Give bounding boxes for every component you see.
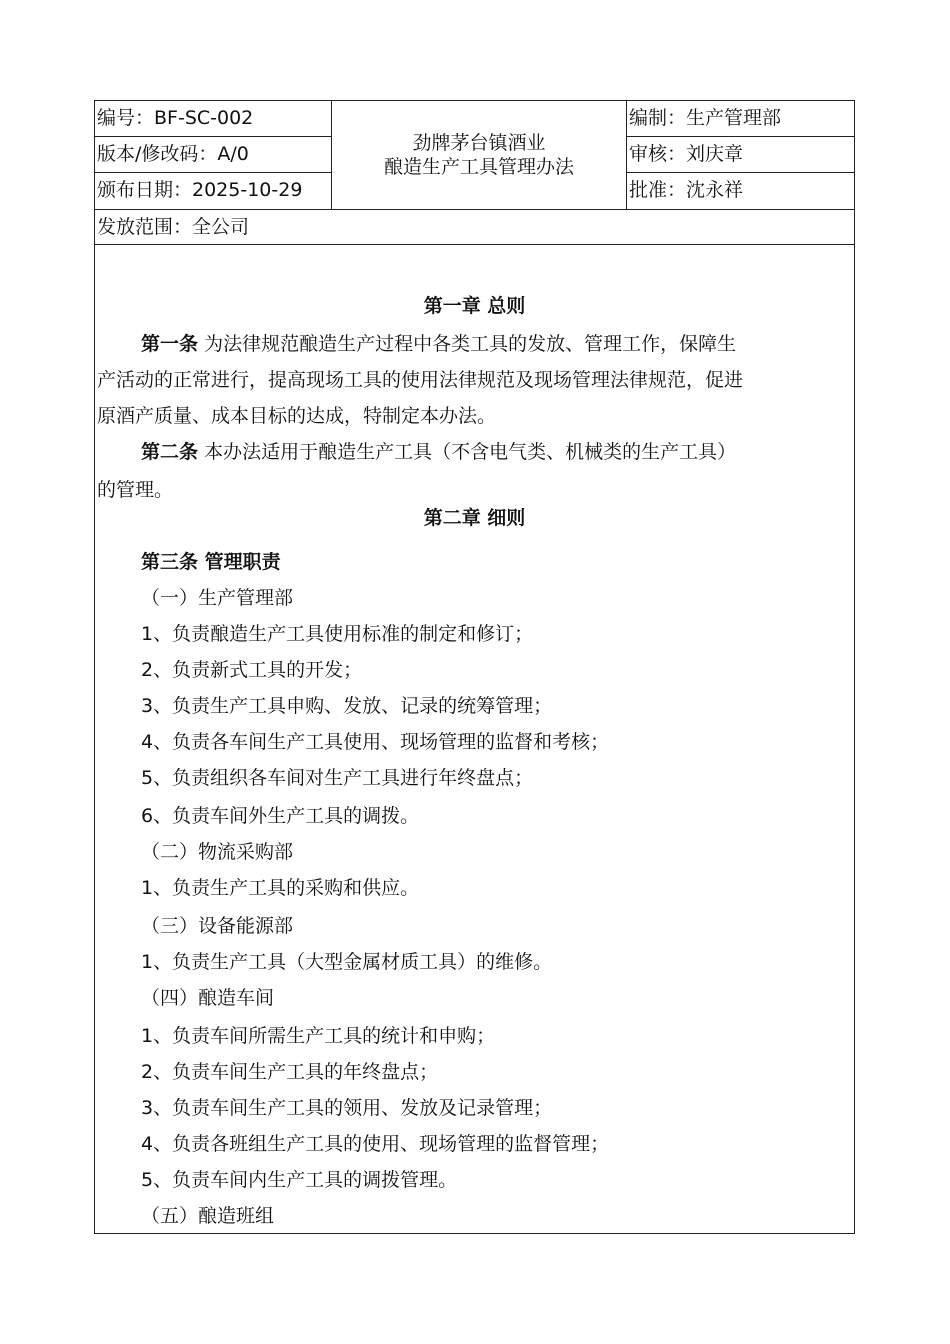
approved-by: 批准：沈永祥	[626, 173, 855, 210]
section-2-title: （二）物流采购部	[141, 841, 294, 863]
article-1-label: 第一条	[141, 333, 199, 355]
article-2-label: 第二条	[141, 441, 199, 463]
section-4-title: （四）酿造车间	[141, 987, 275, 1009]
company-name: 劲牌茅台镇酒业	[412, 132, 546, 154]
list-item: 5、负责组织各车间对生产工具进行年终盘点；	[141, 767, 534, 789]
article-1-text-1: 为法律规范酿造生产过程中各类工具的发放、管理工作，保障生	[204, 333, 737, 355]
list-item: 5、负责车间内生产工具的调拨管理。	[141, 1169, 458, 1191]
doc-number: 编号：BF-SC-002	[95, 101, 332, 137]
list-item: 1、负责酿造生产工具使用标准的制定和修订；	[141, 623, 534, 645]
version-code: 版本/修改码：A/0	[95, 137, 332, 173]
document-header-table	[95, 101, 854, 245]
article-2-text-1: 本办法适用于酿造生产工具（不含电气类、机械类的生产工具）	[204, 441, 737, 463]
article-3-title: 第三条 管理职责	[141, 551, 281, 573]
list-item: 6、负责车间外生产工具的调拨。	[141, 805, 420, 827]
article-1-line-2: 产活动的正常进行，提高现场工具的使用法律规范及现场管理法律规范，促进	[97, 369, 744, 391]
section-3-title: （三）设备能源部	[141, 915, 294, 937]
document-title-cell	[332, 101, 626, 210]
section-5-title: （五）酿造班组	[141, 1205, 275, 1227]
chapter-1-title: 第一章 总则	[423, 295, 526, 317]
issue-date: 颁布日期：2025-10-29	[95, 173, 332, 210]
chapter-2-title: 第二章 细则	[423, 507, 526, 529]
article-1-line-1	[141, 329, 736, 356]
list-item: 3、负责车间生产工具的领用、发放及记录管理；	[141, 1097, 553, 1119]
distribution-scope: 发放范围：全公司	[97, 216, 250, 238]
article-1-line-3: 原酒产质量、成本目标的达成，特制定本办法。	[97, 405, 497, 427]
list-item: 4、负责各车间生产工具使用、现场管理的监督和考核；	[141, 731, 610, 753]
list-item: 2、负责车间生产工具的年终盘点；	[141, 1061, 439, 1083]
document-frame	[94, 100, 855, 1234]
list-item: 4、负责各班组生产工具的使用、现场管理的监督管理；	[141, 1133, 610, 1155]
document-title: 酿造生产工具管理办法	[383, 156, 574, 178]
article-2-line-2: 的管理。	[97, 479, 174, 501]
list-item: 1、负责车间所需生产工具的统计和申购；	[141, 1025, 496, 1047]
section-1-title: （一）生产管理部	[141, 587, 294, 609]
list-item: 3、负责生产工具申购、发放、记录的统筹管理；	[141, 695, 553, 717]
list-item: 1、负责生产工具（大型金属材质工具）的维修。	[141, 951, 553, 973]
list-item: 2、负责新式工具的开发；	[141, 659, 363, 681]
reviewed-by: 审核：刘庆章	[626, 137, 855, 173]
list-item: 1、负责生产工具的采购和供应。	[141, 877, 420, 899]
article-2-line-1	[141, 437, 736, 464]
compiled-by: 编制：生产管理部	[626, 101, 855, 137]
